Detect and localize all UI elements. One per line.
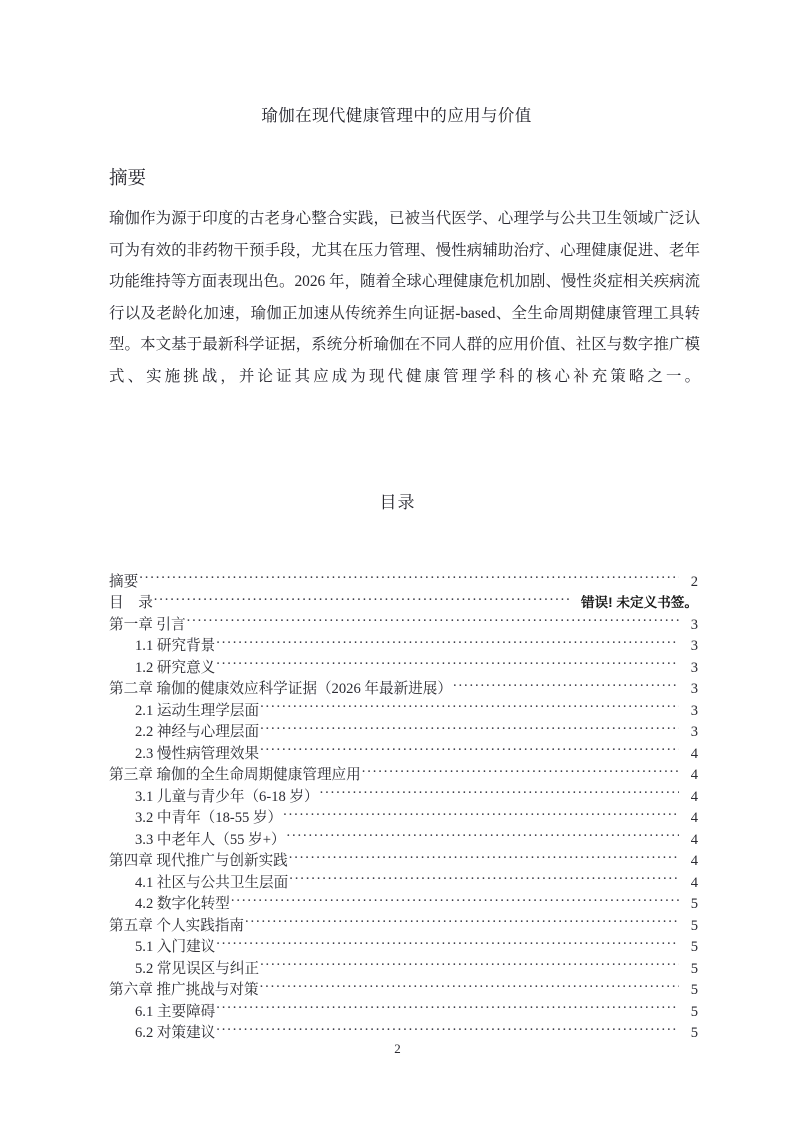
toc-dot-leader (453, 672, 679, 694)
toc-entry-page: 4 (690, 831, 698, 848)
toc-dot-leader (187, 607, 679, 629)
toc-entry-page: 4 (690, 767, 698, 783)
toc-dot-leader (362, 758, 679, 780)
toc-heading: 目录 (379, 493, 416, 512)
toc-entry-error: 错误! 未定义书签。 (580, 595, 698, 610)
toc-entry[interactable] (109, 586, 698, 611)
toc-entry-page: 4 (690, 788, 698, 805)
toc-dot-leader (260, 973, 679, 995)
toc-entry-label: 6.2 对策建议 (135, 1025, 216, 1041)
toc-dot-leader (289, 865, 679, 887)
toc-entry-page: 5 (690, 1025, 698, 1041)
toc-entry-label: 3.3 中老年人（55 岁+） (135, 831, 286, 848)
toc-entry-page: 5 (690, 982, 698, 998)
toc-dot-leader (283, 801, 679, 823)
toc-entry-page: 3 (690, 616, 698, 633)
toc-entry-label: 2.3 慢性病管理效果 (135, 745, 260, 762)
toc-dot-leader (260, 736, 679, 758)
toc-entry-page: 3 (690, 659, 698, 676)
toc-entry-label: 2.2 神经与心理层面 (135, 724, 260, 740)
toc-dot-leader (216, 629, 679, 651)
toc-dot-leader (139, 564, 679, 586)
toc-entry-page: 3 (690, 681, 698, 697)
toc-entry-label: 3.2 中青年（18-55 岁） (135, 810, 283, 826)
toc-entry[interactable] (109, 564, 698, 590)
toc-dot-leader (216, 650, 679, 672)
toc-entry-label: 第六章 推广挑战与对策 (109, 982, 259, 998)
toc-entry-page: 5 (690, 960, 698, 977)
toc-dot-leader (260, 693, 679, 715)
toc-entry-label: 第三章 瑜伽的全生命周期健康管理应用 (109, 767, 361, 783)
toc-entry-page: 4 (690, 745, 698, 762)
toc-entry-label: 5.1 入门建议 (135, 939, 216, 955)
toc-entry-label: 第二章 瑜伽的健康效应科学证据（2026 年最新进展） (109, 681, 452, 697)
toc-dot-leader (154, 586, 572, 608)
toc-entry-label: 第五章 个人实践指南 (109, 917, 244, 934)
toc-entry-page: 5 (690, 917, 698, 934)
toc-entry-label: 摘要 (109, 573, 139, 590)
page-number: 2 (394, 1041, 401, 1056)
toc-entry-label: 目 录 (109, 595, 153, 611)
toc-entry-page: 5 (690, 939, 698, 955)
toc-dot-leader (287, 822, 679, 844)
toc-entry-page: 4 (690, 874, 698, 891)
abstract-paragraph: 瑜伽作为源于印度的古老身心整合实践，已被当代医学、心理学与公共卫生领域广泛认可为有效的非药物干预手段，尤其在压力管理、慢性病辅助治疗、心理健康促进、老年功能维持等方面表现出色。2026 年，随着全球心理健康危机加剧、慢性炎症相关疾病流行以及老龄化加速，瑜伽正加速从传统养生向证据-based、全生命周期健康管理工具转型。本文基于最新科学证据，系统分析瑜伽在不同人群的应用价值、社区与数字推广模式、实施挑战，并论证其应成为现代健康管理学科的核心补充策略之一。 (109, 210, 700, 385)
toc-entry-label: 第四章 现代推广与创新实践 (109, 853, 288, 869)
toc-entry-page: 5 (690, 896, 698, 912)
toc-entry-label: 第一章 引言 (109, 616, 186, 633)
toc-entry[interactable] (109, 607, 698, 633)
toc-dot-leader (245, 908, 679, 930)
toc-entry-page: 5 (690, 1003, 698, 1020)
abstract-body (109, 203, 700, 393)
toc-entry[interactable] (109, 629, 698, 654)
toc-entry-page: 4 (690, 810, 698, 826)
toc-entry-page: 2 (690, 573, 698, 590)
document-title: 瑜伽在现代健康管理中的应用与价值 (261, 106, 532, 125)
toc-entry-label: 2.1 运动生理学层面 (135, 702, 260, 719)
toc-entry-label: 4.1 社区与公共卫生层面 (135, 874, 289, 891)
toc-dot-leader (231, 887, 679, 909)
toc-dot-leader (320, 779, 679, 801)
toc-dot-leader (289, 844, 679, 866)
toc-entry-page: 4 (690, 853, 698, 869)
toc-dot-leader (216, 994, 679, 1016)
toc-entry-label: 3.1 儿童与青少年（6-18 岁） (135, 788, 319, 805)
toc-dot-leader (260, 951, 679, 973)
abstract-heading: 摘要 (109, 169, 147, 189)
toc-entry-label: 4.2 数字化转型 (135, 896, 230, 912)
toc-entry-page: 3 (690, 724, 698, 740)
toc-entry-label: 1.1 研究背景 (135, 638, 216, 654)
toc-entry-page: 3 (690, 702, 698, 719)
toc-entry-label: 5.2 常见误区与纠正 (135, 960, 260, 977)
toc-entry-page: 3 (690, 638, 698, 654)
toc-entry-label: 6.1 主要障碍 (135, 1003, 216, 1020)
toc-entry-label: 1.2 研究意义 (135, 659, 216, 676)
toc-dot-leader (260, 715, 679, 737)
table-of-contents (109, 564, 698, 1041)
toc-dot-leader (216, 1016, 679, 1038)
toc-dot-leader (216, 930, 679, 952)
